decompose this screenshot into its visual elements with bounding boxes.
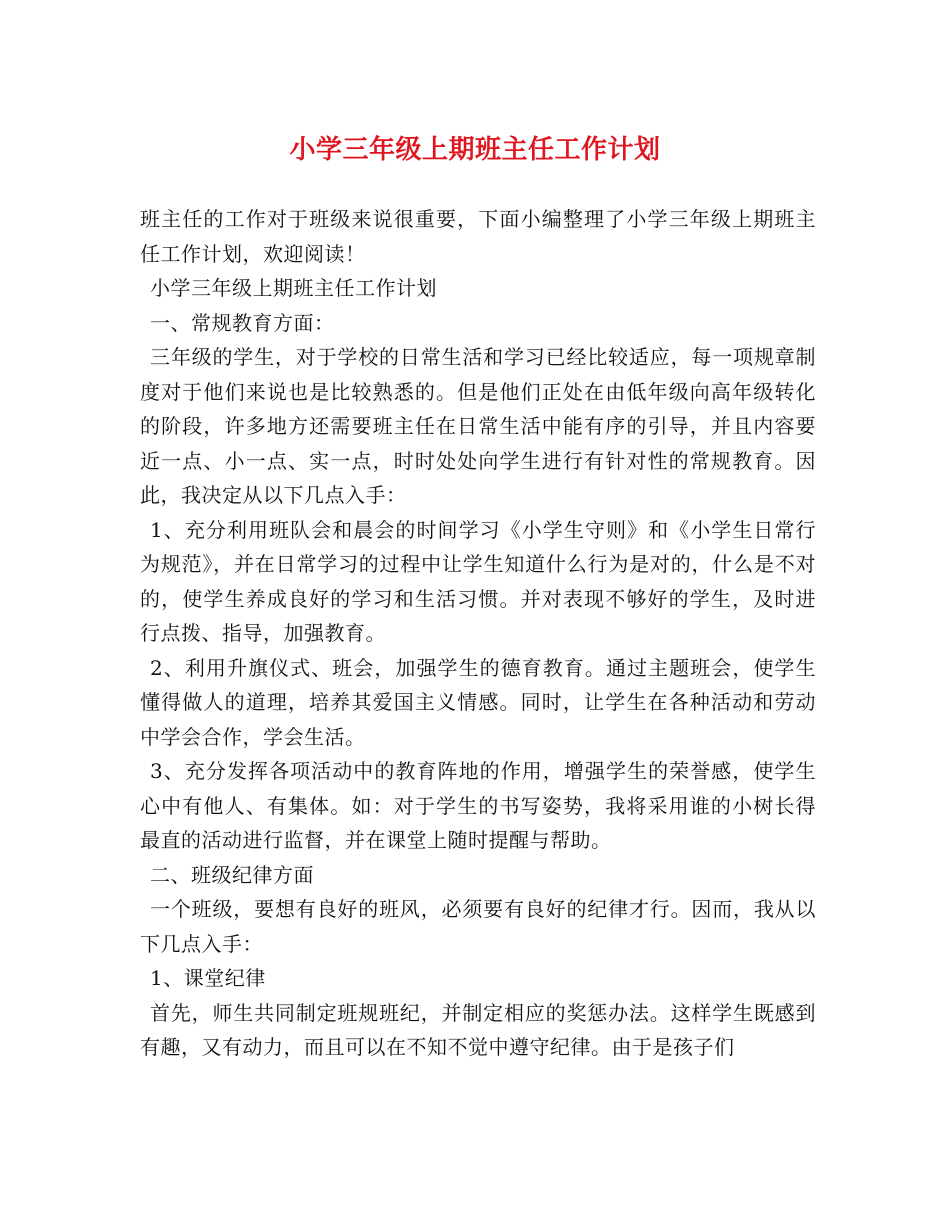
- body-paragraph: 一个班级，要想有良好的班风，必须要有良好的纪律才行。因而，我从以下几点入手：: [140, 897, 816, 956]
- body-paragraph: 首先，师生共同制定班规班纪，并制定相应的奖惩办法。这样学生既感到有趣，又有动力，而且可以在不知不觉中遵守纪律。由于是孩子们: [140, 1000, 816, 1059]
- section-heading-class-discipline: 二、班级纪律方面: [150, 862, 314, 887]
- section-heading-routine-education: 一、常规教育方面：: [150, 310, 335, 335]
- list-item-paragraph: 2、利用升旗仪式、班会，加强学生的德育教育。通过主题班会，使学生懂得做人的道理，培养其爱国主义情感。同时，让学生在各种活动和劳动中学会合作，学会生活。: [140, 655, 816, 749]
- list-item-paragraph: 3、充分发挥各项活动中的教育阵地的作用，增强学生的荣誉感，使学生心中有他人、有集体。如：对于学生的书写姿势，我将采用谁的小树长得最直的活动进行监督，并在课堂上随时提醒与帮助。: [140, 759, 816, 852]
- document-body: [140, 202, 816, 1065]
- subtitle-paragraph: 小学三年级上期班主任工作计划: [150, 276, 437, 300]
- list-item-paragraph: 1、充分利用班队会和晨会的时间学习《小学生守则》和《小学生日常行为规范》，并在日常学习的过程中让学生知道什么行为是对的，什么是不对的，使学生养成良好的学习和生活习惯。并对表现不够好的学生，及时进行点拨、指导，加强教育。: [140, 517, 816, 645]
- document-title: 小学三年级上期班主任工作计划: [289, 135, 661, 165]
- body-paragraph: 三年级的学生，对于学校的日常生活和学习已经比较适应，每一项规章制度对于他们来说也是比较熟悉的。但是他们正处在由低年级向高年级转化的阶段，许多地方还需要班主任在日常生活中能有序的引导，并且内容要近一点、小一点、实一点，时时处处向学生进行有针对性的常规教育。因此，我决定从以下几点入手：: [140, 345, 816, 507]
- subsection-heading-classroom-discipline: 1、课堂纪律: [150, 966, 266, 990]
- intro-paragraph: 班主任的工作对于班级来说很重要，下面小编整理了小学三年级上期班主任工作计划，欢迎阅读！: [140, 207, 816, 266]
